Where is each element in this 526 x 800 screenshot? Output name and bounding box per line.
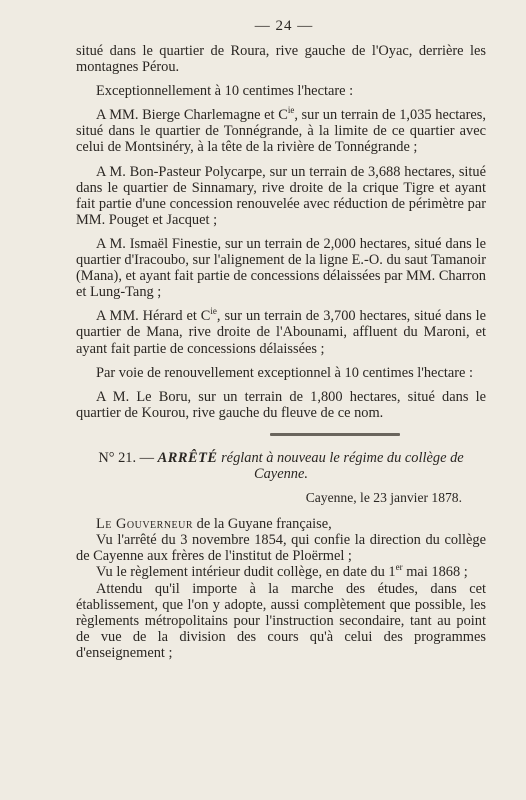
decree-number: N° 21. — [98, 449, 155, 466]
decree-heading [76, 450, 486, 482]
decree-dateline: Cayenne, le 23 janvier 1878. [305, 490, 462, 506]
paragraph-herard: A MM. Hérard et $C^{ie}$, sur un terrain de 3,700 hectares, situé dans le quartier de Mana, rive droite de l'Abounami, affluent du Maroni, et ayant fait partie de concessions délaissées ; [76, 306, 486, 357]
paragraph-exception-heading: Exceptionnellement à 10 centimes l'hectare : [96, 83, 354, 100]
superscript: er [395, 562, 403, 573]
paragraph-continuation: situé dans le quartier de Roura, rive gauche de l'Oyac, derrière les montagnes Pérou. [76, 43, 486, 76]
consideration-3: Attendu qu'il importe à la marche des études, dans cet établissement, que l'on y adopte, aussi complètement que possible, les règlements métropolitains pour l'instruction secondaire, tant au point de vue de la division des cours qu'à celui des programmes d'enseignement ; [76, 580, 486, 661]
paragraph-le-boru: A M. Le Boru, sur un terrain de 1,800 hectares, situé dans le quartier de Kourou, rive gauche du fleuve de ce nom. [76, 388, 486, 421]
decree-title: ARRÊTÉ [157, 449, 218, 466]
paragraph-bon-pasteur: A M. Bon-Pasteur Polycarpe, sur un terrain de 3,688 hectares, situé dans le quartier de Sinnamary, rive droite de la crique Tigre et ayant fait partie d'une concession renouvelée avec réduction de périmètre par MM. Pouget et Jacquet ; [76, 163, 486, 228]
consideration-1: Vu l'arrêté du 3 novembre 1854, qui confie la direction du collège de Cayenne aux frères de l'institut de Ploërmel ; [76, 532, 486, 565]
governor-lead: Le Gouverneur [96, 516, 194, 533]
superscript: ie [210, 306, 217, 317]
governor-line [76, 516, 486, 532]
consideration-2: Vu le règlement intérieur dudit collège, en date du 1er mai 1868 ; [96, 562, 468, 581]
governor-rest: de la Guyane française, [196, 516, 332, 533]
paragraph-renewal-heading: Par voie de renouvellement exceptionnel à 10 centimes l'hectare : [96, 364, 473, 381]
paragraph-bierge: A MM. Bierge Charlemagne et $C^{ie}$, sur un terrain de 1,035 hectares, situé dans le quartier de Tonnégrande, à la limite de ce quartier avec celui de Montsinéry, à la tête de la rivière de Tonnégrande ; [76, 105, 486, 156]
page-number: — 24 — [254, 18, 314, 34]
section-divider [270, 433, 400, 436]
superscript: ie [287, 105, 295, 116]
decree-subtitle: réglant à nouveau le régime du collège de Cayenne. [221, 449, 464, 482]
paragraph-finestie: A M. Ismaël Finestie, sur un terrain de 2,000 hectares, situé dans le quartier d'Iracoubo, sur l'alignement de la ligne E.-O. du saut Tamanoir (Mana), et ayant fait partie de concessions délaissées par MM. Charron et Lung-Tang ; [76, 235, 486, 301]
